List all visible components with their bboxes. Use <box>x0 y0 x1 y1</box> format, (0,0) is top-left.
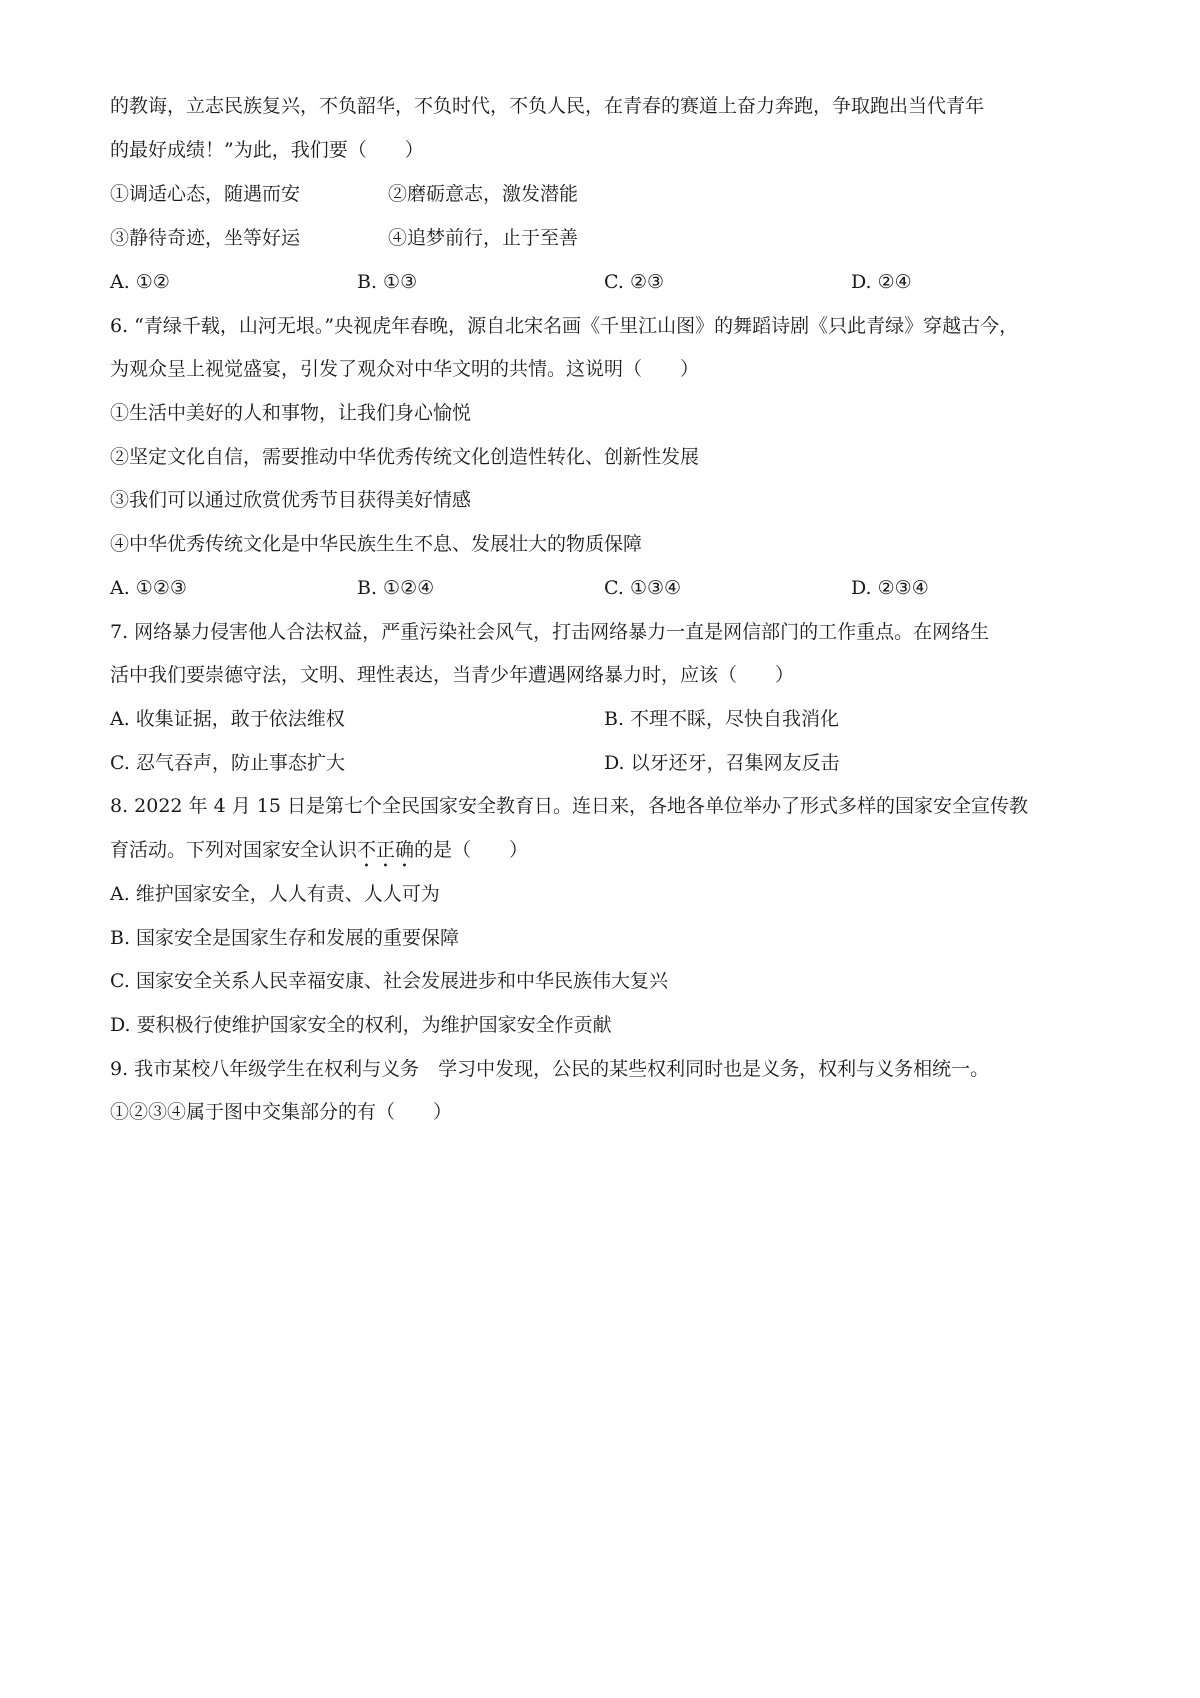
q8-option-b[interactable]: B. 国家安全是国家生存和发展的重要保障 <box>110 927 460 949</box>
q7-option-a[interactable]: A. 收集证据，敢于依法维权 <box>110 708 345 730</box>
q7-option-d[interactable]: D. 以牙还牙，召集网友反击 <box>604 752 840 774</box>
q7-option-c[interactable]: C. 忍气吞声，防止事态扩大 <box>110 752 345 774</box>
q8-stem-text-before: 育活动。下列对国家安全认识 <box>110 839 358 861</box>
q8-option-a[interactable]: A. 维护国家安全，人人有责、人人可为 <box>110 883 440 905</box>
q7-stem-line-1: 7. 网络暴力侵害他人合法权益，严重污染社会风气，打击网络暴力一直是网信部门的工作重点。在网络生 <box>110 621 990 643</box>
q8-option-c[interactable]: C. 国家安全关系人民幸福安康、社会发展进步和中华民族伟大复兴 <box>110 970 668 992</box>
q6-stem-line-1: 6. “青绿千载，山河无垠。”央视虎年春晚，源自北宋名画《千里江山图》的舞蹈诗剧《只此青绿》穿越古今， <box>110 315 1019 337</box>
q9-stem-line-1: 9. 我市某校八年级学生在权利与义务 学习中发现，公民的某些权利同时也是义务，权利与义务相统一。 <box>110 1058 990 1080</box>
q7-option-b[interactable]: B. 不理不睬，尽快自我消化 <box>604 708 840 730</box>
q5-statement-3: ③静待奇迹，坐等好运 <box>110 227 301 249</box>
q9-stem-line-2: ①②③④属于图中交集部分的有（ ） <box>110 1101 453 1123</box>
q5-option-c[interactable]: C. ②③ <box>604 271 665 293</box>
q6-option-a[interactable]: A. ①②③ <box>110 577 187 599</box>
q5-option-a[interactable]: A. ①② <box>110 271 170 293</box>
q7-stem-line-2: 活中我们要崇德守法，文明、理性表达，当青少年遭遇网络暴力时，应该（ ） <box>110 664 795 686</box>
q8-option-d[interactable]: D. 要积极行使维护国家安全的权利，为维护国家安全作贡献 <box>110 1014 612 1036</box>
q8-emphasis-text: 不正确 <box>357 839 415 861</box>
q6-option-d[interactable]: D. ②③④ <box>851 577 929 599</box>
q6-statement-4: ④中华优秀传统文化是中华民族生生不息、发展壮大的物质保障 <box>110 533 643 555</box>
q5-stem-line-1: 的教诲，立志民族复兴，不负韶华，不负时代，不负人民，在青春的赛道上奋力奔跑，争取跑出当代青年 <box>110 95 985 117</box>
q5-statement-2: ②磨砺意志，激发潜能 <box>388 183 579 205</box>
q6-statement-1: ①生活中美好的人和事物，让我们身心愉悦 <box>110 402 472 424</box>
q8-stem-line-2 <box>110 837 528 863</box>
q6-option-c[interactable]: C. ①③④ <box>604 577 682 599</box>
q6-statement-3: ③我们可以通过欣赏优秀节目获得美好情感 <box>110 489 472 511</box>
q8-stem-line-1: 8. 2022 年 4 月 15 日是第七个全民国家安全教育日。连日来，各地各单位举办了形式多样的国家安全宣传教 <box>110 795 1028 817</box>
q5-stem-line-2: 的最好成绩！”为此，我们要（ ） <box>110 139 424 161</box>
q8-stem-text-after: 的是（ ） <box>414 839 529 861</box>
q5-option-b[interactable]: B. ①③ <box>357 271 418 293</box>
q6-option-b[interactable]: B. ①②④ <box>357 577 435 599</box>
q5-statement-4: ④追梦前行，止于至善 <box>388 227 579 249</box>
q6-statement-2: ②坚定文化自信，需要推动中华优秀传统文化创造性转化、创新性发展 <box>110 446 700 468</box>
q5-statement-1: ①调适心态，随遇而安 <box>110 183 301 205</box>
q6-stem-line-2: 为观众呈上视觉盛宴，引发了观众对中华文明的共情。这说明（ ） <box>110 358 700 380</box>
q5-option-d[interactable]: D. ②④ <box>851 271 912 293</box>
